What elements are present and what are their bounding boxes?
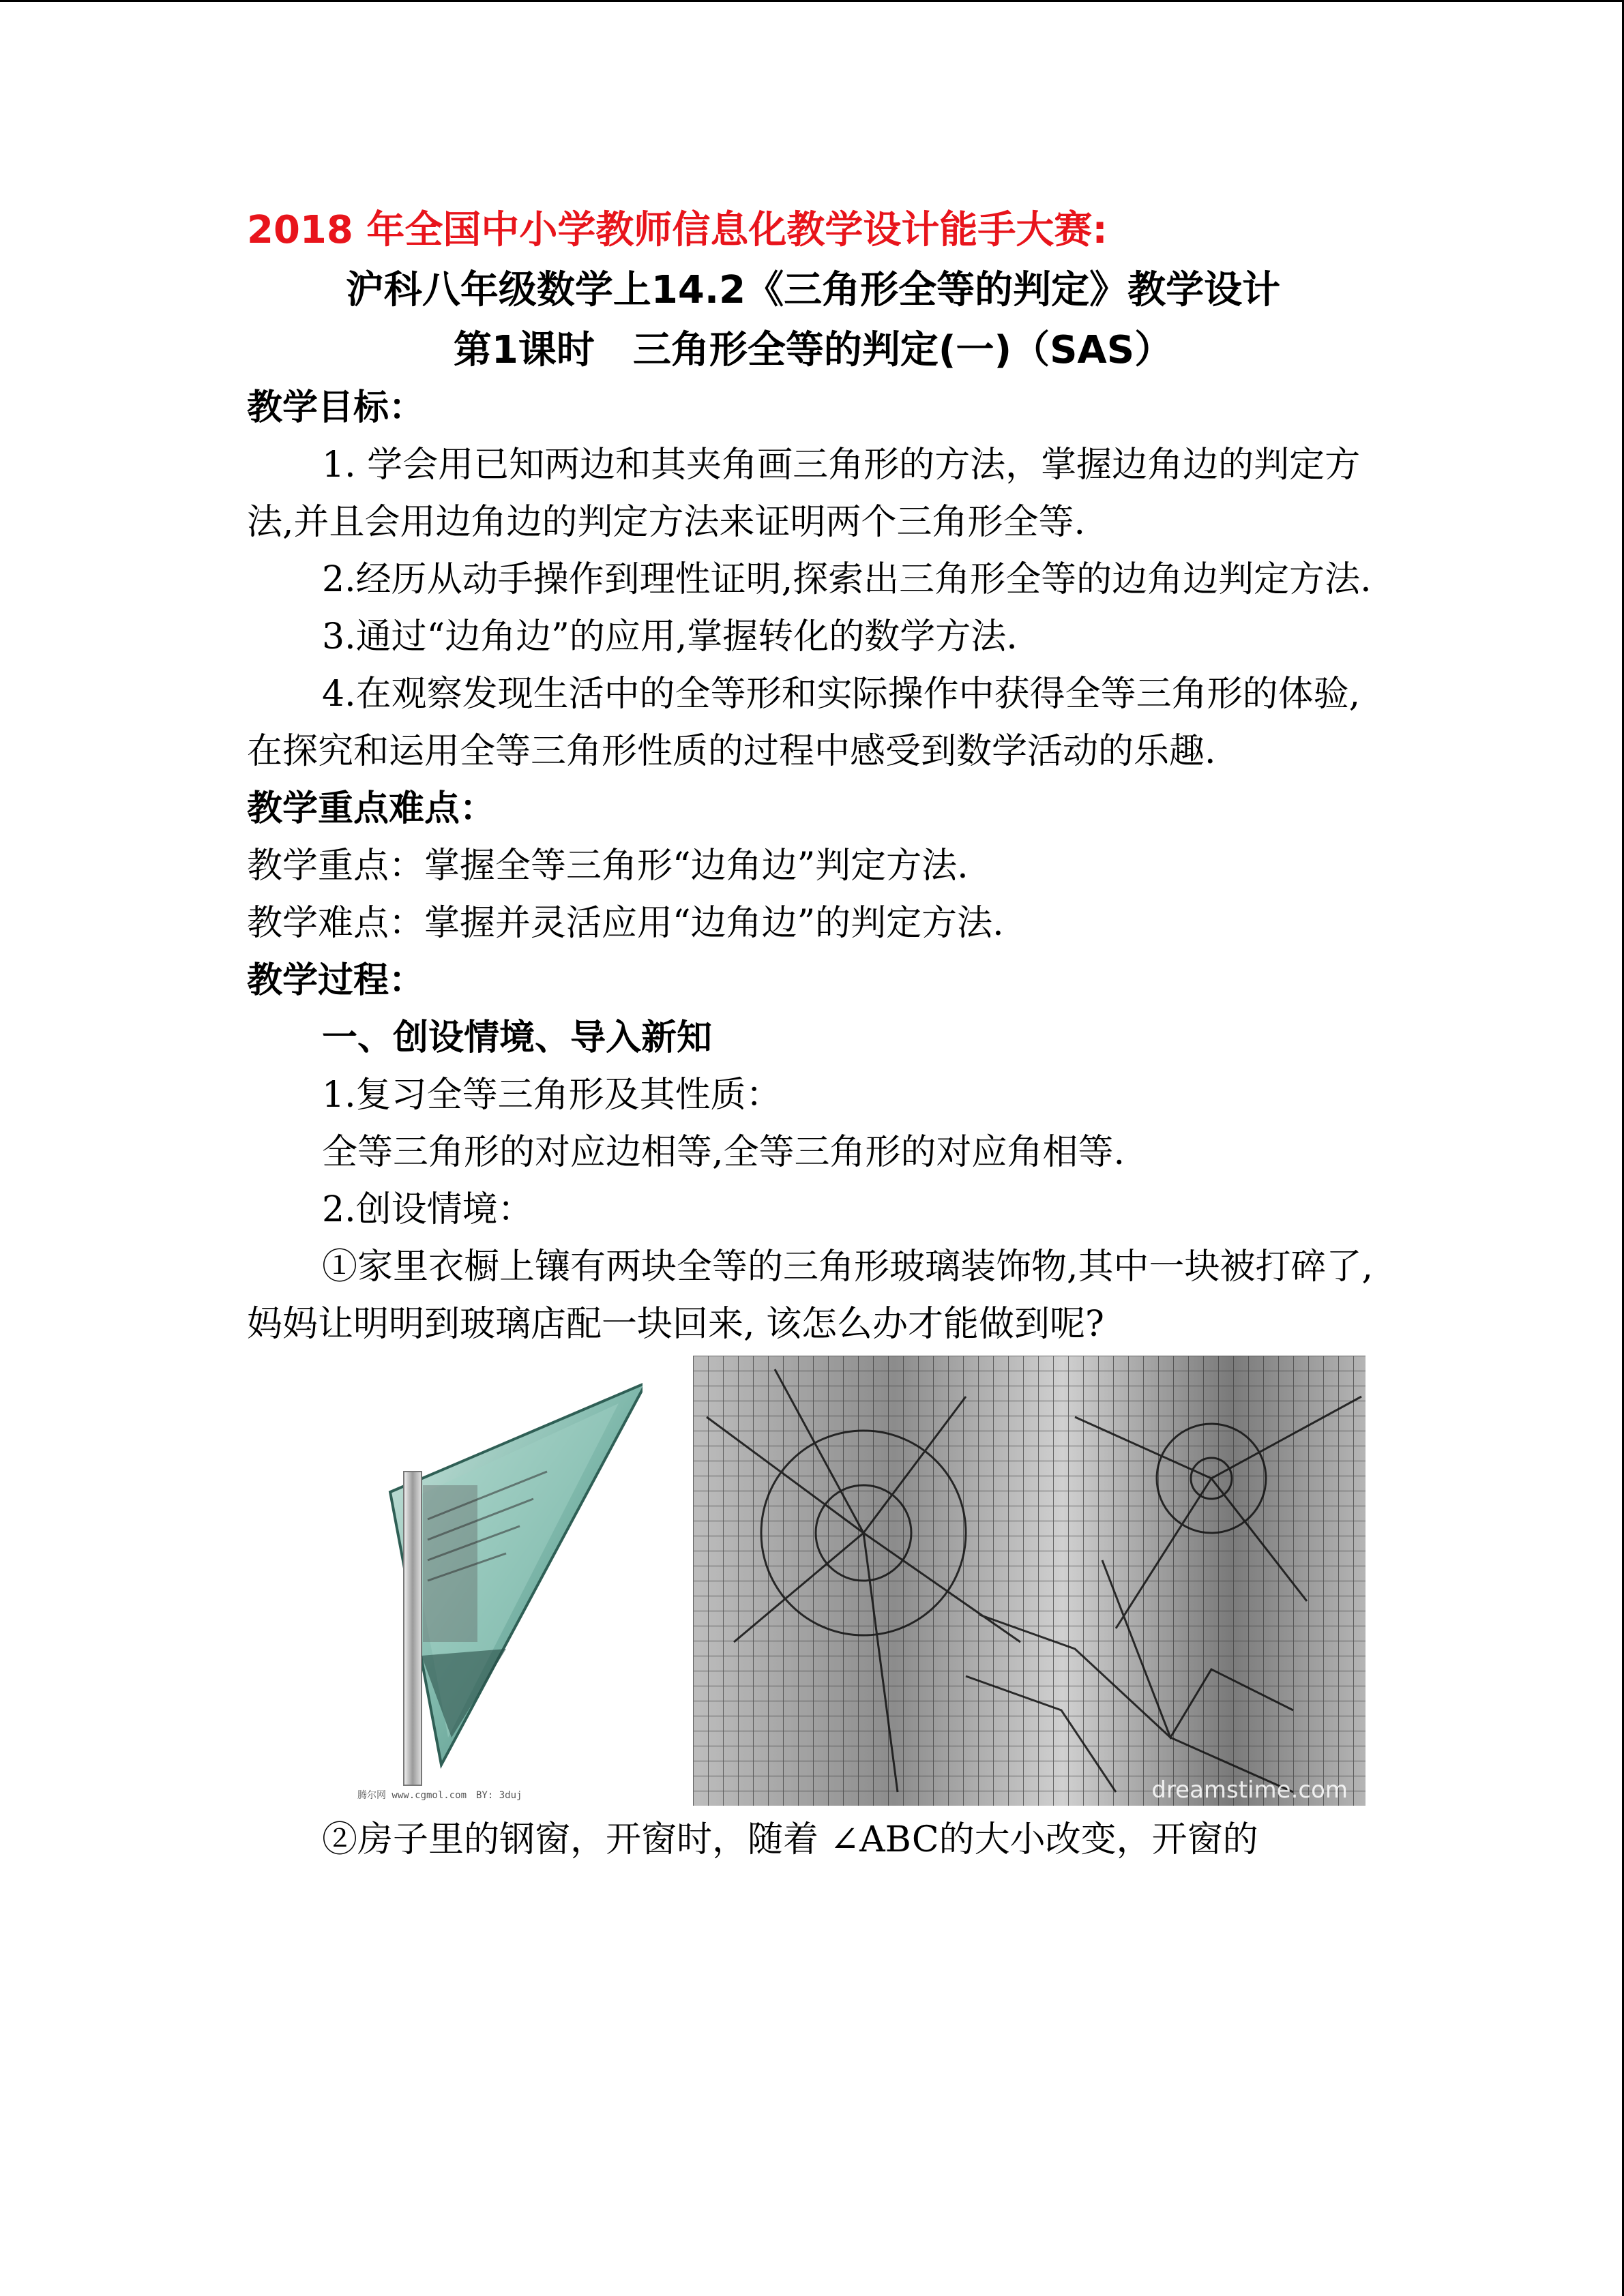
difficulty-point: 教学难点：掌握并灵活应用“边角边”的判定方法. — [247, 903, 1004, 944]
broken-glass-image — [693, 1356, 1365, 1806]
glass-triangle-image — [301, 1356, 643, 1801]
key-point: 教学重点：掌握全等三角形“边角边”判定方法. — [247, 846, 969, 886]
scenario-1: ①家里衣橱上镶有两块全等的三角形玻璃装饰物,其中一块被打碎了,妈妈让明明到玻璃店配一块回来, 该怎么办才能做到呢? — [247, 1247, 1374, 1345]
objective-3: 3.通过“边角边”的应用,掌握转化的数学方法. — [322, 616, 1018, 657]
scenario-2: ②房子里的钢窗，开窗时，随着 ∠ABC的大小改变，开窗的 — [322, 1819, 1258, 1860]
broken-glass-illustration — [693, 1356, 1365, 1806]
illustration-row — [247, 1356, 1379, 1811]
page-border-top — [0, 0, 1624, 2]
review-text: 全等三角形的对应边相等,全等三角形的对应角相等. — [322, 1132, 1125, 1173]
review-heading: 1.复习全等三角形及其性质： — [322, 1075, 782, 1116]
glass-triangle-illustration — [301, 1356, 643, 1792]
lesson-title: 第1课时 三角形全等的判定(一)（SAS） — [453, 328, 1173, 372]
scenario-heading: 2.创设情境： — [322, 1189, 533, 1230]
objective-1: 1. 学会用已知两边和其夹角画三角形的方法，掌握边角边的判定方法,并且会用边角边的判定方法来证明两个三角形全等. — [247, 445, 1361, 543]
process-heading: 教学过程： — [247, 960, 425, 1001]
document-page — [247, 202, 1379, 1868]
section-1-heading: 一、创设情境、导入新知 — [322, 1017, 713, 1058]
objective-2: 2.经历从动手操作到理性证明,探索出三角形全等的边角边判定方法. — [322, 559, 1372, 600]
contest-title: 2018 年全国中小学教师信息化教学设计能手大赛: — [247, 208, 1108, 252]
objectives-heading: 教学目标： — [247, 387, 425, 428]
left-image-caption: 腾尔网 www.cgmol.com BY: 3duj — [357, 1790, 522, 1801]
dreamstime-watermark: dreamstime.com — [1151, 1776, 1348, 1804]
objective-4: 4.在观察发现生活中的全等形和实际操作中获得全等三角形的体验,在探究和运用全等三角形性质的过程中感受到数学活动的乐趣. — [247, 674, 1361, 772]
key-points-heading: 教学重点难点： — [247, 788, 496, 829]
document-subtitle: 沪科八年级数学上14.2《三角形全等的判定》教学设计 — [345, 268, 1281, 312]
